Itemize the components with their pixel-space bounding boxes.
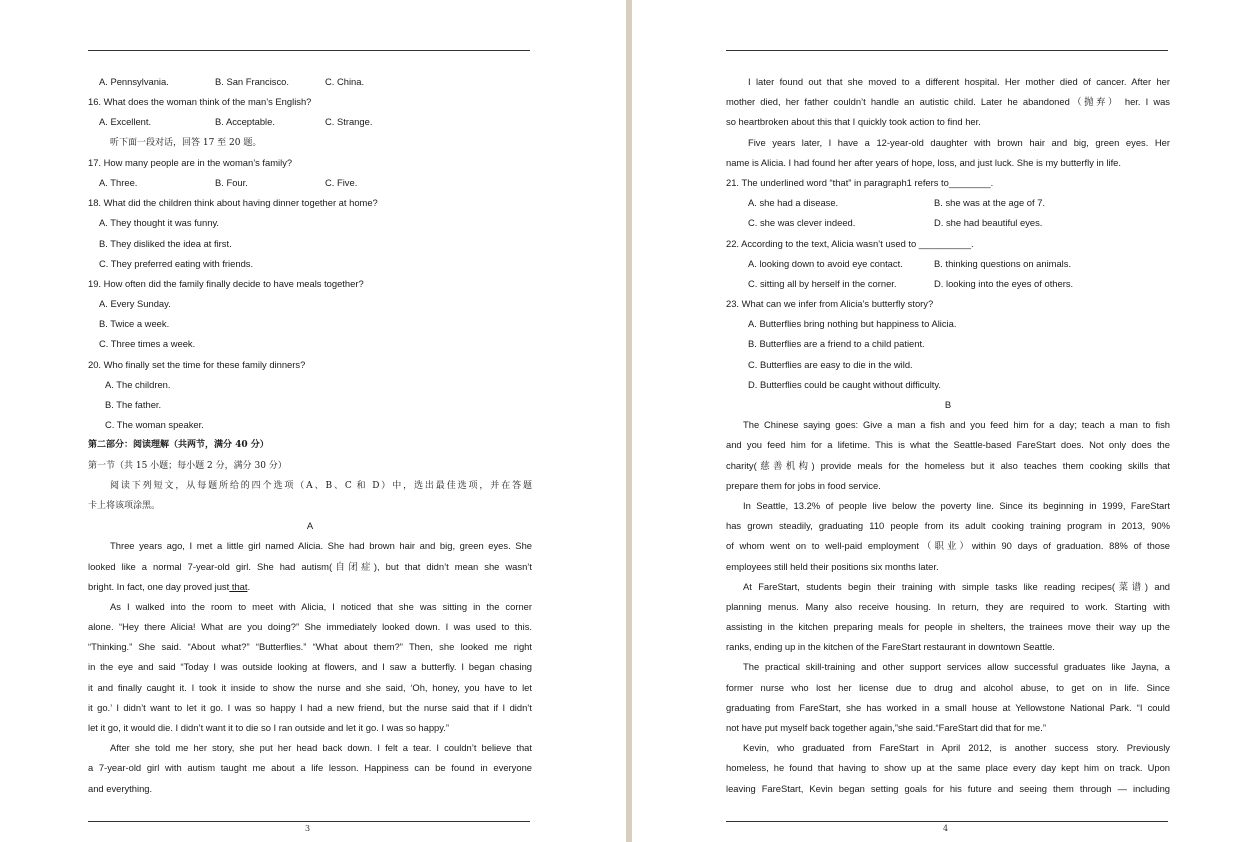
answer-option: C. Three times a week. — [99, 338, 196, 350]
instruction-text: 听下面一段对话，回答 17 至 20 题。 — [110, 137, 262, 148]
passage-line: At FareStart, students begin their training with simple tasks like reading recipes(菜谱) and — [743, 580, 1170, 592]
passage-line: of whom went on to well-paid employment（职业）within 90 days of graduation. 88% of those — [726, 540, 1170, 552]
page-number: 3 — [305, 824, 311, 833]
answer-option: C. They preferred eating with friends. — [99, 257, 254, 269]
answer-option: D. looking into the eyes of others. — [934, 277, 1074, 289]
passage-line: Kevin, who graduated from FareStart in April 2012, is another success story. Previously — [743, 742, 1170, 754]
answer-option: B. Twice a week. — [99, 318, 170, 330]
passage-line: The Chinese saying goes: Give a man a fish and you feed him for a day; teach a man to fish — [743, 419, 1170, 431]
answer-option: B. she was at the age of 7. — [934, 197, 1046, 209]
passage-line: it go.’ I didn’t want to let it go. I was so happy I had a new friend, but the nurse said that if I didn’t — [88, 701, 532, 713]
passage-line: not have put myself back together again,”she said.“FareStart did that for me.” — [726, 722, 1046, 733]
passage-line: leaving FareStart, Kevin began setting goals for his future and seeing them through — including — [726, 782, 1170, 794]
answer-option: C. she was clever indeed. — [748, 217, 856, 229]
question-text: 23. What can we infer from Alicia’s butterfly story? — [726, 298, 934, 310]
passage-line: The practical skill-training and other support services allow successful graduates like Jayna, a — [743, 661, 1170, 673]
passage-line: has grown steadily, graduating 110 people from its adult cooking training program in 2013, 90% — [726, 520, 1170, 532]
answer-option: C. Five. — [325, 176, 358, 188]
passage-line: I later found out that she moved to a different hospital. Her mother died of cancer. After her — [748, 76, 1170, 87]
answer-options-row — [88, 112, 532, 132]
passage-line: and everything. — [88, 782, 153, 794]
passage-line: homeless, he found that having to show up at the same place every day kept him on track. Upon — [726, 762, 1170, 774]
answer-option: A. Pennsylvania. — [99, 76, 169, 87]
passage-line: employees still held their positions six months later. — [726, 560, 939, 572]
answer-option: A. Every Sunday. — [99, 298, 171, 310]
answer-option: B. They disliked the idea at first. — [99, 237, 232, 249]
instruction-text: 阅读下列短文，从每题所给的四个选项（A、B、C 和 D）中，选出最佳选项，并在答题 — [110, 480, 532, 491]
answer-option: B. Acceptable. — [215, 116, 275, 128]
passage-line: prepare them for jobs in food service. — [726, 479, 881, 491]
passage-line: As I walked into the room to meet with Alicia, I noticed that she was sitting in the corner — [110, 600, 532, 612]
page-text — [726, 72, 1170, 799]
answer-options-row — [726, 193, 1170, 213]
answer-option: C. China. — [325, 76, 365, 87]
section-heading: 第二部分：阅读理解（共两节，满分 40 分） — [88, 440, 269, 451]
passage-line: In Seattle, 13.2% of people live below the poverty line. Since its beginning in 1999, FareStart — [743, 499, 1170, 511]
exam-page-left — [0, 0, 626, 842]
answer-option: B. Butterflies are a friend to a child patient. — [748, 338, 925, 350]
page-text — [88, 72, 532, 799]
footer-rule — [88, 821, 530, 822]
answer-option: A. The children. — [105, 378, 171, 390]
answer-option: B. San Francisco. — [215, 76, 289, 87]
passage-line: graduating from FareStart, she has worked in a small house at Yellowstone National Park. “I could — [726, 701, 1170, 713]
answer-option: C. sitting all by herself in the corner. — [748, 277, 897, 289]
passage-line: planning menus. Many also receive housing. In return, they are required to work. Starting with — [726, 600, 1170, 612]
passage-text: bright. In fact, one day proved just — [88, 580, 230, 592]
question-text: 17. How many people are in the woman’s family? — [88, 156, 293, 168]
passage-text: . — [247, 580, 251, 592]
passage-label: A — [306, 520, 314, 532]
answer-options-row — [88, 72, 532, 92]
passage-line: and you feed him for a lifetime. This is what the Seattle-based FareStart does. Not only does the — [726, 439, 1170, 451]
passage-line: name is Alicia. I had found her after years of hope, loss, and just luck. She is my butterfly in life. — [726, 156, 1121, 168]
answer-option: D. Butterflies could be caught without difficulty. — [748, 378, 941, 390]
question-text: 20. Who finally set the time for these family dinners? — [88, 358, 306, 370]
passage-line: looked like a normal 7-year-old girl. She had autism(自闭症), but that didn’t mean she wasn’t — [88, 560, 532, 572]
passage-line: a 7-year-old girl with autism taught me about a life lesson. Happiness can be found in everyone — [88, 762, 532, 774]
passage-line: in the eye and said “Today I was outside looking at flowers, and I saw a butterfly. I began chasing — [88, 661, 532, 673]
question-text: 21. The underlined word “that” in paragraph1 refers to________. — [726, 176, 994, 188]
answer-option: A. looking down to avoid eye contact. — [748, 257, 903, 269]
passage-line: “Thinking.” She said. “About what?” “Butterflies.” “What about them?” Then, she looked me right — [88, 641, 532, 653]
question-text: 16. What does the woman think of the man’s English? — [88, 96, 312, 108]
passage-line: Three years ago, I met a little girl named Alicia. She had brown hair and big, green eyes. She — [110, 540, 532, 552]
passage-label: B — [944, 399, 952, 410]
header-rule — [726, 50, 1168, 51]
passage-line: alone. “Hey there Alicia! What are you doing?” She immediately looked down. I was used to this. — [88, 621, 532, 633]
answer-option: B. Four. — [215, 176, 248, 188]
answer-option: A. Butterflies bring nothing but happiness to Alicia. — [748, 318, 957, 330]
page-number: 4 — [943, 824, 949, 833]
answer-option: C. Strange. — [325, 116, 373, 128]
answer-options-row — [726, 274, 1170, 294]
answer-option: C. Butterflies are easy to die in the wild. — [748, 358, 913, 370]
underlined-word: that — [229, 580, 248, 592]
answer-option: B. The father. — [105, 399, 162, 410]
passage-line — [88, 577, 532, 597]
passage-line: charity(慈善机构) provide meals for the homeless but it also teaches them cooking skills that — [726, 459, 1170, 471]
question-text: 18. What did the children think about having dinner together at home? — [88, 197, 378, 209]
answer-options-row — [88, 173, 532, 193]
question-text: 19. How often did the family finally decide to have meals together? — [88, 277, 364, 289]
answer-options-row — [726, 213, 1170, 233]
exam-page-right — [632, 0, 1258, 842]
answer-option: A. Excellent. — [99, 116, 152, 128]
passage-line: mother died, her father couldn’t handle an autistic child. Later he abandoned（抛弃） her. I was — [726, 96, 1170, 108]
passage-line: Five years later, I have a 12-year-old daughter with brown hair and big, green eyes. Her — [748, 136, 1170, 148]
answer-option: D. she had beautiful eyes. — [934, 217, 1043, 229]
passage-line: let it go, it would die. I didn’t want it to die so I ran outside and let it go. I was so happy.” — [88, 722, 449, 733]
passage-line: assisting in the kitchen preparing meals for people in shelters, the trainees move their way up the — [726, 621, 1170, 633]
instruction-text: 卡上将该项涂黑。 — [88, 500, 161, 511]
answer-option: C. The woman speaker. — [105, 419, 204, 431]
footer-rule — [726, 821, 1168, 822]
answer-option: A. Three. — [99, 176, 138, 188]
instruction-text: 第一节（共 15 小题；每小题 2 分，满分 30 分） — [88, 460, 287, 471]
answer-options-row — [726, 254, 1170, 274]
passage-line: it and finally caught it. I took it inside to show the nurse and she said, ‘Oh, honey, you have to let — [88, 681, 532, 693]
passage-line: so heartbroken about this that I quickly took action to find her. — [726, 116, 981, 128]
question-text: 22. According to the text, Alicia wasn’t used to __________. — [726, 237, 974, 249]
passage-line: After she told me her story, she put her head back down. I felt a tear. I couldn’t believe that — [110, 742, 532, 754]
answer-option: A. They thought it was funny. — [99, 217, 220, 229]
passage-line: ranks, ending up in the kitchen of the FareStart restaurant in downtown Seattle. — [726, 641, 1055, 653]
header-rule — [88, 50, 530, 51]
answer-option: B. thinking questions on animals. — [934, 257, 1072, 269]
answer-option: A. she had a disease. — [748, 197, 839, 209]
passage-line: former nurse who lost her license due to drug and alcohol abuse, to get on in life. Since — [726, 681, 1170, 693]
